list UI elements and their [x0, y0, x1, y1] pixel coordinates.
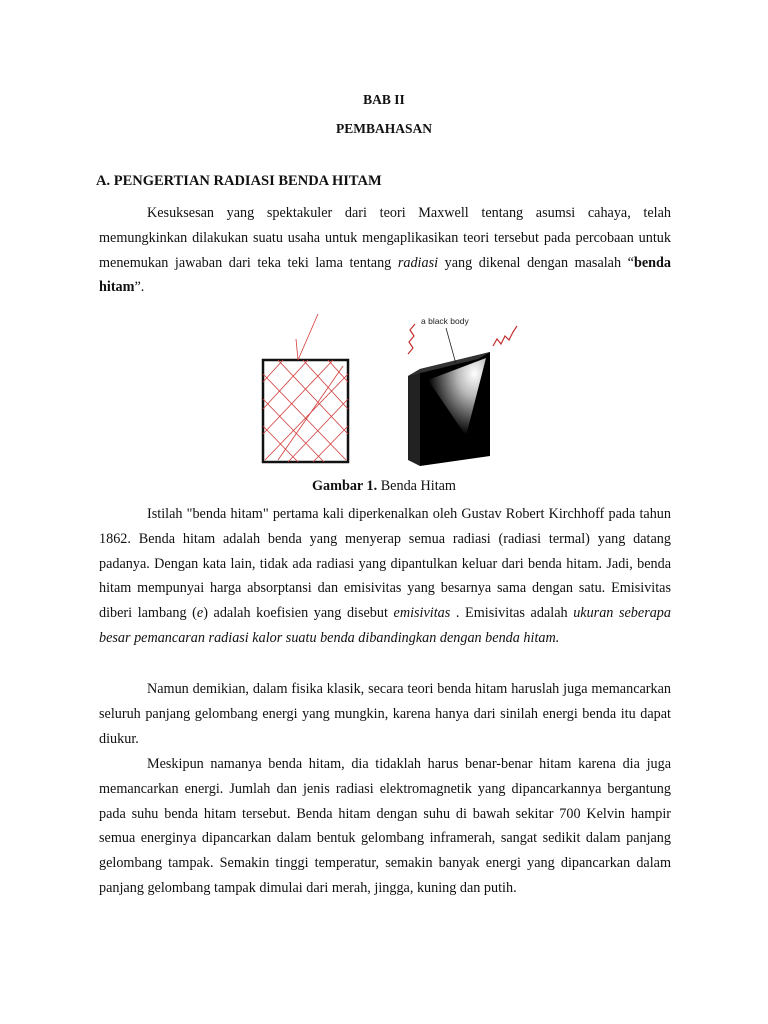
paragraph-1-text-c: ”.	[134, 279, 145, 296]
paragraph-1	[99, 201, 671, 300]
paragraph-1-text-a: Kesuksesan yang spektakuler dari teori Maxwell tentang asumsi cahaya, telah memungkinkan dilakukan suatu usaha untuk mengaplikasikan teori tersebut pada percobaan untuk menemukan jawaban dari teka teki lama tentang	[99, 205, 671, 271]
term-emisivitas: emisivitas	[393, 605, 451, 622]
section-heading: A. PENGERTIAN RADIASI BENDA HITAM	[96, 173, 382, 189]
paragraph-2-text-b: ) adalah koefisien yang disebut	[203, 605, 394, 622]
paragraph-3: Namun demikian, dalam fisika klasik, secara teori benda hitam haruslah juga memancarkan seluruh panjang gelombang energi yang mungkin, karena hanya dari sinilah energi benda itu dapat diukur.	[99, 681, 671, 747]
cavity-box	[263, 314, 348, 462]
black-body-label: a black body	[421, 316, 469, 326]
figure-caption-number: Gambar 1.	[312, 478, 378, 494]
figure-caption-text: Benda Hitam	[377, 478, 456, 494]
emissivity-definition: ukuran seberapa besar pemancaran radiasi kalor suatu benda dibandingkan dengan benda hitam.	[99, 605, 671, 646]
figure-caption	[0, 478, 768, 495]
paragraph-1-text-b: yang dikenal dengan masalah “	[438, 254, 634, 271]
paragraph-2-text-c: . Emisivitas adalah	[450, 605, 574, 622]
term-benda-hitam: benda hitam	[99, 254, 671, 296]
symbol-e: e	[196, 605, 204, 622]
term-radiasi: radiasi	[397, 254, 439, 271]
chapter-title: PEMBAHASAN	[335, 121, 432, 136]
paragraph-2	[99, 502, 671, 651]
black-body-illustration	[258, 314, 528, 466]
black-body-cube	[408, 324, 517, 466]
chapter-label: BAB II	[363, 92, 405, 107]
black-body-figure	[258, 314, 528, 466]
paragraph-4: Meskipun namanya benda hitam, dia tidaklah harus benar-benar hitam karena dia juga memancarkan energi. Jumlah dan jenis radiasi elektromagnetik yang dipancarkannya bergantung pada suhu benda hitam tersebut. Benda hitam dengan suhu di bawah sekitar 700 Kelvin hampir semua energinya dipancarkan dalam bentuk gelombang inframerah, sangat sedikit dalam panjang gelombang tampak. Semakin tinggi temperatur, semakin banyak energi yang dipancarkan dalam panjang gelombang tampak dimulai dari merah, jingga, kuning dan putih.	[99, 756, 671, 896]
paragraph-2-text-a: Istilah "benda hitam" pertama kali diperkenalkan oleh Gustav Robert Kirchhoff pada tahun 1862. Benda hitam adalah benda yang menyerap semua radiasi (radiasi termal) yang datang padanya. Dengan kata lain, tidak ada radiasi yang dipantulkan keluar dari benda hitam. Jadi, benda hitam mempunyai harga absorptansi dan emisivitas yang besarnya sama dengan satu. Emisivitas diberi lambang (	[99, 506, 671, 622]
